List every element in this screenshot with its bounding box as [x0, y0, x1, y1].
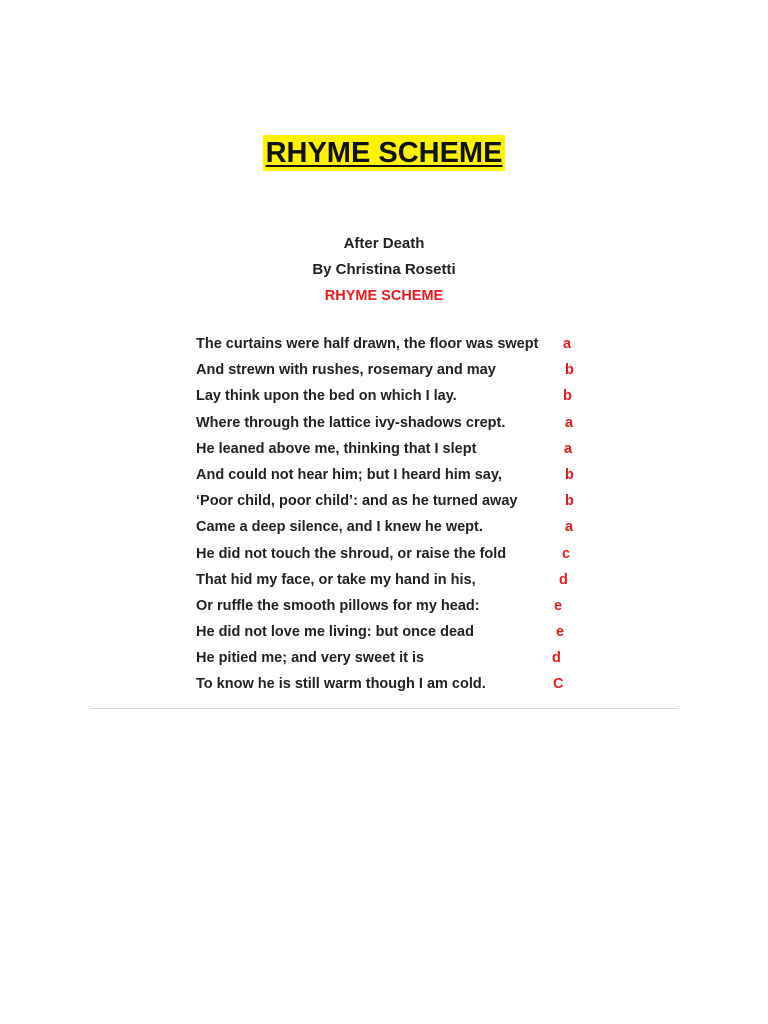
rhyme-letter: b	[563, 388, 572, 405]
poem-line-text: Lay think upon the bed on which I lay.	[196, 388, 457, 405]
rhyme-letter: C	[553, 676, 564, 693]
poem-line	[196, 331, 596, 357]
rhyme-letter: d	[559, 571, 568, 588]
poem-line	[196, 671, 596, 697]
poem-line	[196, 619, 596, 645]
poem-line	[196, 567, 596, 593]
horizontal-divider	[90, 708, 678, 709]
poem-line-text: And strewn with rushes, rosemary and may	[196, 362, 496, 379]
poem-line-text: Or ruffle the smooth pillows for my head:	[196, 597, 480, 614]
rhyme-letter: b	[565, 362, 574, 379]
rhyme-letter: a	[564, 440, 573, 457]
poem-line	[196, 488, 596, 514]
poem-line-text: He did not touch the shroud, or raise the fold	[196, 545, 507, 562]
poem-author: By Christina Rosetti	[312, 261, 456, 278]
poem-line-text: And could not hear him; but I heard him say,	[196, 466, 502, 483]
poem-line	[196, 514, 596, 540]
rhyme-letter: b	[565, 493, 574, 510]
rhyme-letter: e	[554, 597, 563, 614]
poem-line-text: The curtains were half drawn, the floor was swept	[196, 336, 539, 352]
poem-line	[196, 383, 596, 409]
poem-line-text: He pitied me; and very sweet it is	[196, 650, 425, 667]
poem-line	[196, 593, 596, 619]
poem-line	[196, 410, 596, 436]
poem-line-text: He did not love me living: but once dead	[196, 624, 474, 641]
poem-title: After Death	[343, 235, 425, 252]
poem-line	[196, 541, 596, 567]
page-title-wrapper	[0, 133, 768, 171]
rhyme-letter: a	[565, 519, 574, 536]
page-title: RHYME SCHEME	[263, 135, 506, 171]
rhyme-letter: e	[556, 624, 565, 641]
poem-line-text: Came a deep silence, and I knew he wept.	[196, 519, 483, 536]
rhyme-scheme-subheading: RHYME SCHEME	[324, 288, 444, 304]
rhyme-letter: d	[552, 650, 561, 667]
poem-line	[196, 462, 596, 488]
poem-line-text: Where through the lattice ivy-shadows crept.	[196, 414, 506, 431]
poem-line	[196, 357, 596, 383]
poem-line	[196, 436, 596, 462]
poem-line-text: To know he is still warm though I am cold.	[196, 676, 486, 693]
rhyme-letter: a	[563, 336, 572, 352]
poem-line-text: ‘Poor child, poor child’: and as he turned away	[196, 493, 518, 510]
rhyme-letter: b	[565, 466, 574, 483]
poem-line-text: That hid my face, or take my hand in his,	[196, 571, 476, 588]
poem-line	[196, 645, 596, 671]
poem-body	[196, 331, 596, 698]
rhyme-letter: a	[565, 414, 574, 431]
rhyme-letter: c	[562, 545, 571, 562]
poem-line-text: He leaned above me, thinking that I slept	[196, 440, 477, 457]
poem-header	[0, 231, 768, 309]
